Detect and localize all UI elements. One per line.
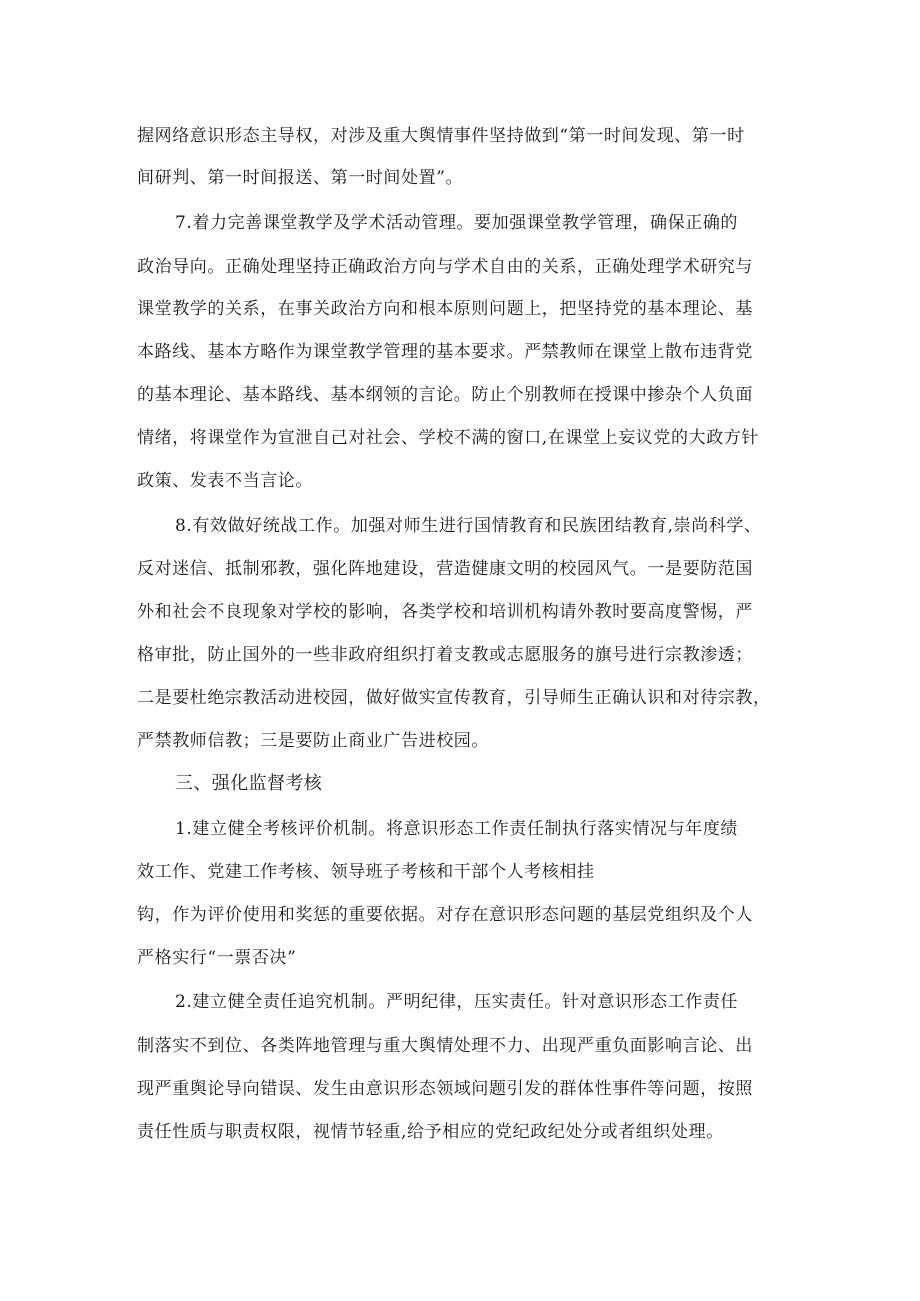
paragraph-line: 1.建立健全考核评价机制。将意识形态工作责任制执行落实情况与年度绩 — [175, 819, 739, 839]
paragraph-line: 情绪，将课堂作为宣泄自己对社会、学校不满的窗口,在课堂上妄议党的大政方针 — [137, 428, 760, 448]
paragraph-line: 外和社会不良现象对学校的影响，各类学校和培训机构请外教时要高度警惕，严 — [137, 602, 753, 622]
section-heading: 三、强化监督考核 — [175, 773, 323, 794]
paragraph-line: 制落实不到位、各类阵地管理与重大舆情处理不力、出现严重负面影响言论、出 — [137, 1036, 753, 1056]
paragraph-line: 责任性质与职责权限，视情节轻重,给予相应的党纪政纪处分或者组织处理。 — [137, 1122, 724, 1142]
paragraph-line: 严禁教师信教；三是要防止商业广告进校园。 — [137, 731, 489, 751]
paragraph-line: 钩，作为评价使用和奖惩的重要依据。对存在意识形态问题的基层党组织及个人 — [137, 905, 753, 925]
paragraph-line: 8.有效做好统战工作。加强对师生进行国情教育和民族团结教育,崇尚科学、 — [175, 516, 762, 536]
paragraph-line: 严格实行“一票否决” — [137, 948, 297, 968]
paragraph-line: 二是要杜绝宗教活动进校园，做好做实宣传教育，引导师生正确认识和对待宗教， — [137, 688, 771, 708]
paragraph-line: 反对迷信、抵制邪教，强化阵地建设，营造健康文明的校园风气。一是要防范国 — [137, 559, 753, 579]
paragraph-line: 格审批，防止国外的一些非政府组织打着支教或志愿服务的旗号进行宗教渗透； — [137, 645, 753, 665]
paragraph-line: 7.着力完善课堂教学及学术活动管理。要加强课堂教学管理，确保正确的 — [175, 213, 739, 233]
paragraph-line: 间研判、第一时间报送、第一时间处置”。 — [137, 168, 464, 188]
paragraph-line: 课堂教学的关系，在事关政治方向和根本原则问题上，把坚持党的基本理论、基 — [137, 299, 753, 319]
paragraph-line: 的基本理论、基本路线、基本纲领的言论。防止个别教师在授课中掺杂个人负面 — [137, 385, 753, 405]
paragraph-line: 政治导向。正确处理坚持正确政治方向与学术自由的关系，正确处理学术研究与 — [137, 257, 753, 277]
paragraph-line: 政策、发表不当言论。 — [137, 471, 313, 491]
paragraph-line: 效工作、党建工作考核、领导班子考核和干部个人考核相挂 — [137, 862, 595, 882]
paragraph-line: 握网络意识形态主导权，对涉及重大舆情事件坚持做到“第一时间发现、第一时 — [137, 126, 745, 146]
paragraph-line: 2.建立健全责任追究机制。严明纪律，压实责任。针对意识形态工作责任 — [175, 992, 739, 1012]
paragraph-line: 本路线、基本方略作为课堂教学管理的基本要求。严禁教师在课堂上散布违背党 — [137, 342, 753, 362]
paragraph-line: 现严重舆论导向错误、发生由意识形态领域问题引发的群体性事件等问题，按照 — [137, 1079, 753, 1099]
